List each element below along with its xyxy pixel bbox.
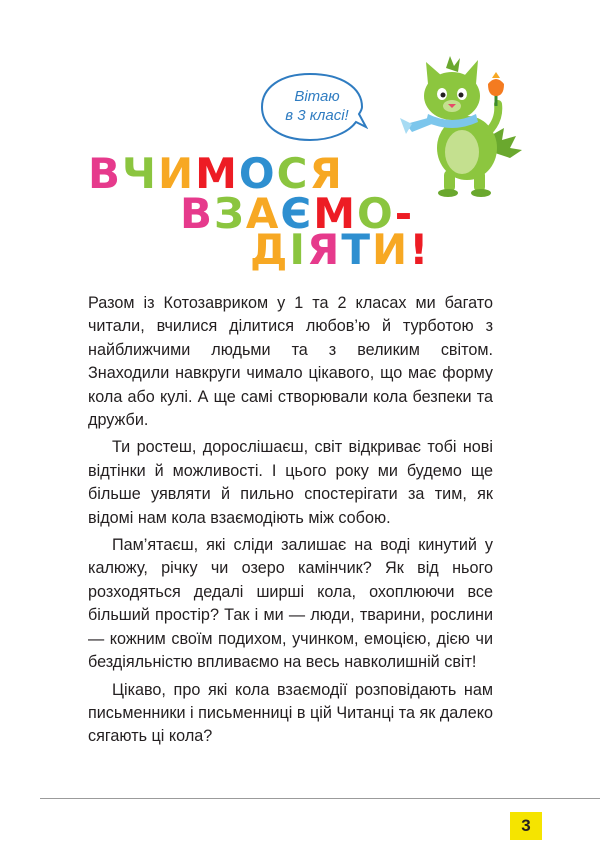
- title-letter: Я: [309, 149, 344, 198]
- greeting-line-1: Вітаю: [294, 88, 340, 105]
- title-letter: С: [276, 149, 310, 198]
- paragraph-3: Пам’ятаєш, які сліди залишає на воді кинутий у калюжу, річку чи озеро камінчик? Як від нього розходяться дедалі ширші кола, охоплюючи все більший простір? Так і ми — люди, тварини, рослини — кожним своїм подихом, учинком, емоцією, дією чи бездіяльністю впливаємо на весь навколишній світ!: [88, 536, 493, 672]
- title-letter: Є: [280, 189, 314, 238]
- greeting-text: [274, 87, 360, 125]
- paragraph-4: Цікаво, про які кола взаємодії розповідають нам письменники і письменниці в цій Читанці та як далеко сягають ці кола?: [88, 680, 493, 746]
- title-line-3: [250, 226, 430, 274]
- title-letter: М: [313, 189, 357, 238]
- speech-bubble: [258, 70, 368, 146]
- title-letter: В: [180, 189, 215, 238]
- title-letter: !: [409, 225, 431, 274]
- title-letter: И: [157, 149, 196, 198]
- footer-divider: [40, 798, 600, 799]
- title-letter: -: [394, 189, 415, 238]
- title-letter: О: [238, 149, 277, 198]
- intro-text: [88, 292, 493, 753]
- title-letter: А: [245, 189, 281, 238]
- title-letter: І: [289, 225, 308, 274]
- greeting-line-2: в 3 класі!: [285, 107, 349, 124]
- title-letter: Я: [307, 225, 342, 274]
- title-letter: Т: [341, 225, 373, 274]
- title-letter: З: [214, 189, 246, 238]
- page-number-badge: 3: [510, 812, 542, 840]
- title-letter: И: [372, 225, 410, 274]
- title-letter: О: [357, 189, 395, 238]
- title-letter: Д: [250, 225, 290, 274]
- title-letter: Ч: [122, 149, 158, 198]
- dinosaur-cat-mascot-icon: [392, 48, 532, 198]
- paragraph-1: Разом із Котозавриком у 1 та 2 класах ми багато читали, вчилися ділитися любов’ю й турботою з найближчими людьми та з великим світом. Знаходили навкруги чимало цікавого, що має форму кола або кулі. А ще самі створювали кола безпеки та дружби.: [88, 294, 493, 430]
- paragraph-2: Ти ростеш, дорослішаєш, світ відкриває тобі нові відтінки й можливості. І цього року ми будемо ще більше уявляти й пильно спостерігати за тим, як відомі нам кола взаємодіють між собою.: [88, 438, 493, 527]
- title-letter: В: [88, 149, 123, 198]
- title-letter: М: [195, 149, 239, 198]
